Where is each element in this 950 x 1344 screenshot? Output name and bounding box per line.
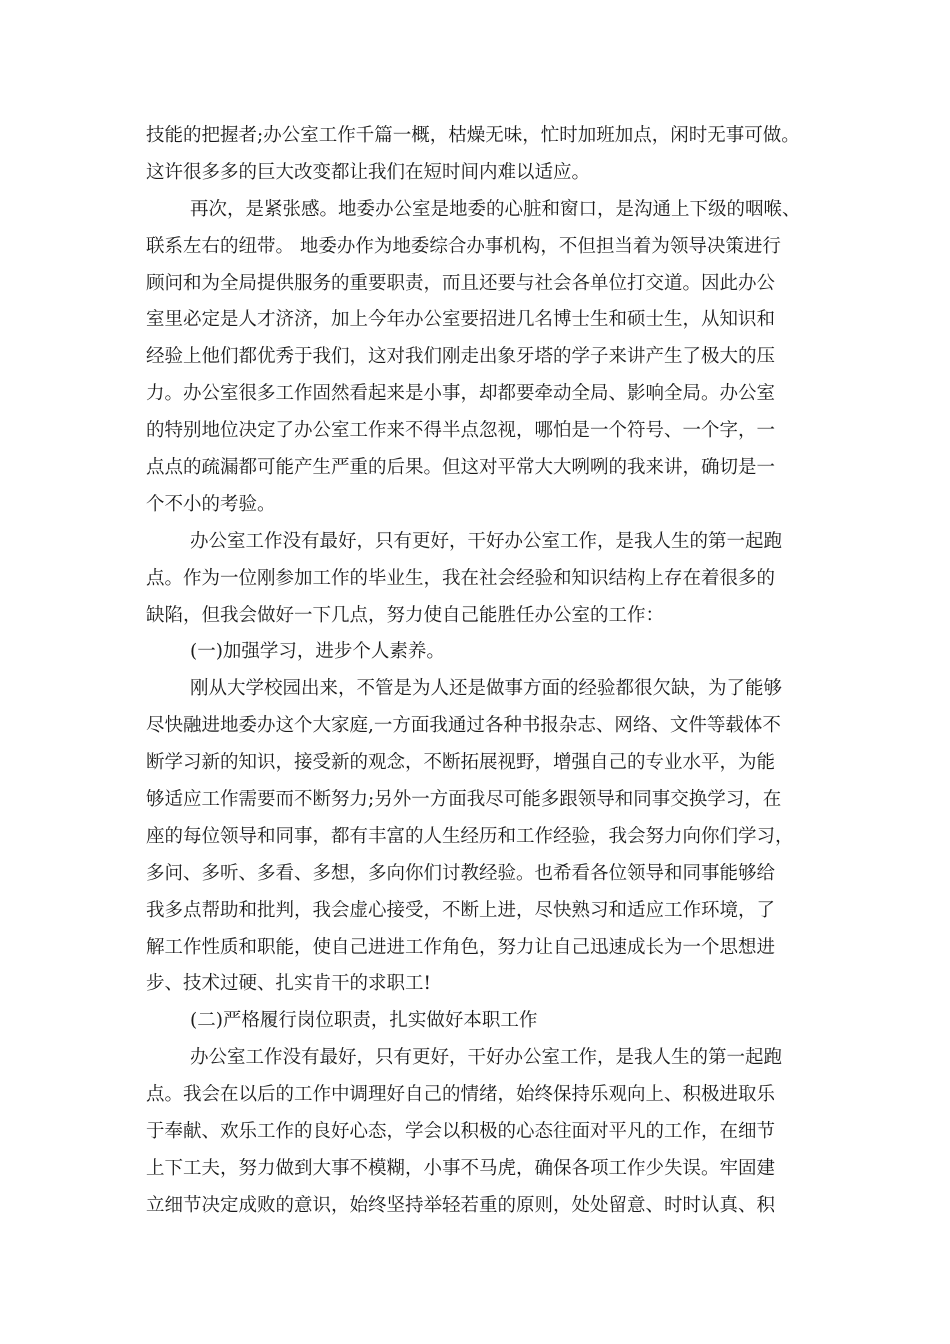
text-line: 的特别地位决定了办公室工作来不得半点忽视，哪怕是一个符号、一个字，一 [146,420,776,442]
text-line: 上下工夫，努力做到大事不模糊，小事不马虎，确保各项工作少失误。牢固建 [146,1157,776,1179]
text-line: 尽快融进地委办这个大家庭,一方面我通过各种书报杂志、网络、文件等载体不 [146,715,781,737]
text-line: 点。作为一位刚参加工作的毕业生，我在社会经验和知识结构上存在着很多的 [146,567,776,589]
text-line: 联系左右的纽带。 地委办作为地委综合办事机构，不但担当着为领导决策进行 [146,235,781,257]
text-line: 够适应工作需要而不断努力;另外一方面我尽可能多跟领导和同事交换学习，在 [146,789,782,811]
paragraph-start-line: 刚从大学校园出来，不管是为人还是做事方面的经验都很欠缺，为了能够 [190,678,783,700]
text-line: 力。办公室很多工作固然看起来是小事，却都要牵动全局、影响全局。办公室 [146,383,776,405]
text-line: 顾问和为全局提供服务的重要职责，而且还要与社会各单位打交道。因此办公 [146,272,776,294]
text-line: 点。我会在以后的工作中调理好自己的情绪，始终保持乐观向上、积极进取乐 [146,1084,776,1106]
text-line: 于奉献、欢乐工作的良好心态，学会以积极的心态往面对平凡的工作，在细节 [146,1121,776,1143]
document-body [146,118,810,1225]
text-line: 技能的把握者;办公室工作千篇一概，枯燥无味，忙时加班加点，闲时无事可做。 [146,125,800,146]
text-line: 座的每位领导和同事，都有丰富的人生经历和工作经验，我会努力向你们学习， [146,825,794,847]
text-line: 缺陷，但我会做好一下几点，努力使自己能胜任办公室的工作： [146,604,665,626]
text-line: 点点的疏漏都可能产生严重的后果。但这对平常大大咧咧的我来讲，确切是一 [146,457,776,479]
text-line: 多问、多听、多看、多想，多向你们讨教经验。也希看各位领导和同事能够给 [146,862,776,884]
paragraph-start-line: 办公室工作没有最好，只有更好，干好办公室工作，是我人生的第一起跑 [190,1047,783,1069]
text-line: 个不小的考验。 [146,493,276,515]
paragraph-start-line: 再次，是紧张感。地委办公室是地委的心脏和窗口，是沟通上下级的咽喉、 [190,198,801,220]
text-line: 断学习新的知识，接受新的观念，不断拓展视野，增强自己的专业水平，为能 [146,752,776,774]
paragraph-start-line: 办公室工作没有最好，只有更好，干好办公室工作，是我人生的第一起跑 [190,530,783,552]
text-line: 立细节决定成败的意识，始终坚持举轻若重的原则，处处留意、时时认真、积 [146,1194,776,1216]
text-line: 我多点帮助和批判，我会虚心接受，不断上进，尽快熟习和适应工作环境，了 [146,899,776,921]
text-line: 这许很多多的巨大改变都让我们在短时间内难以适应。 [146,161,591,183]
section-heading: (二)严格履行岗位职责，扎实做好本职工作 [190,1010,538,1032]
text-line: 室里必定是人才济济，加上今年办公室要招进几名博士生和硕士生，从知识和 [146,309,776,331]
text-line: 步、技术过硬、扎实肯干的求职工! [146,973,431,995]
text-line: 经验上他们都优秀于我们，这对我们刚走出象牙塔的学子来讲产生了极大的压 [146,346,776,368]
text-line: 解工作性质和职能，使自己进进工作角色，努力让自己迅速成长为一个思想进 [146,936,776,958]
section-heading: (一)加强学习，进步个人素养。 [190,641,445,663]
